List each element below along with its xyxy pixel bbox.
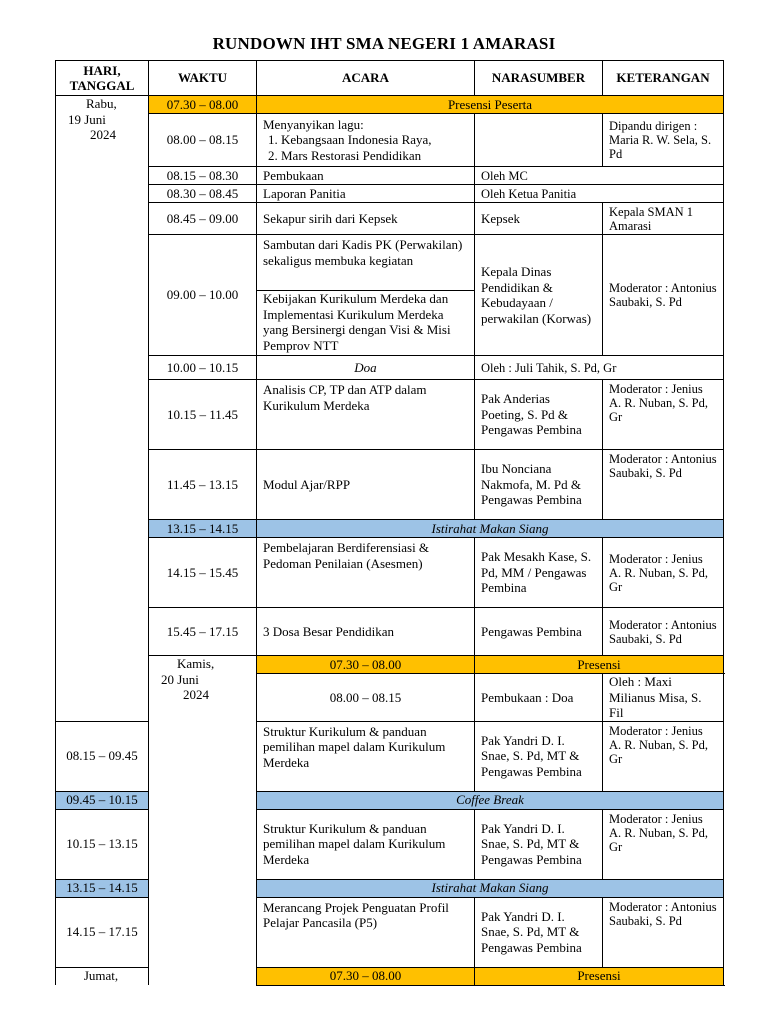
day-cell-3 [56,967,149,985]
speaker-cell: Oleh : Maxi Milianus Misa, S. Fil [603,674,724,722]
speaker-cell: Pengawas Pembina [475,608,603,656]
table-row [56,203,724,235]
band-label: Presensi [475,967,724,985]
time-cell: 08.30 – 08.45 [149,185,257,203]
day-year: 2024 [90,127,116,142]
time-cell: 11.45 – 13.15 [149,450,257,520]
day-year: 2024 [183,687,209,702]
day-cell-2 [149,656,257,986]
page-title: RUNDOWN IHT SMA NEGERI 1 AMARASI [212,34,556,53]
event-cell: Pembelajaran Berdiferensiasi & Pedoman Penilaian (Asesmen) [257,538,475,608]
speaker-cell: Pak Yandri D. I. Snae, S. Pd, MT & Pengawas Pembina [475,809,603,879]
event-cell: Pembukaan : Doa [475,674,603,722]
header-day: HARI, TANGGAL [56,61,149,96]
note-cell: Moderator : Jenius A. R. Nuban, S. Pd, Gr [603,721,724,791]
note-cell: Kepala SMAN 1 Amarasi [603,203,724,235]
table-row [56,380,724,450]
table-row [56,356,724,380]
band-label: Presensi [475,656,724,674]
event-cell: Struktur Kurikulum & panduan pemilihan mapel dalam Kurikulum Merdeka [257,809,475,879]
speaker-cell: Pak Yandri D. I. Snae, S. Pd, MT & Pengawas Pembina [475,897,603,967]
time-cell: 08.00 – 08.15 [149,114,257,167]
band-label: Istirahat Makan Siang [257,520,724,538]
time-cell: 10.15 – 11.45 [149,380,257,450]
day-date: 19 Juni [68,111,106,127]
time-cell: 10.00 – 10.15 [149,356,257,380]
event-part-a: Sambutan dari Kadis PK (Perwakilan) sekaligus membuka kegiatan [257,237,474,291]
note-cell: Moderator : Jenius A. R. Nuban, S. Pd, Gr [603,809,724,879]
event-cell: Pembukaan [257,167,475,185]
event-cell: Doa [257,356,475,380]
event-part-b: Kebijakan Kurikulum Merdeka dan Implementasi Kurikulum Merdeka yang Bersinergi dengan Visi & Misi Pemprov NTT [263,291,451,353]
note-cell: Dipandu dirigen : Maria R. W. Sela, S. Pd [603,114,724,167]
speaker-cell: Kepsek [475,203,603,235]
event-intro: Menyanyikan lagu: [263,116,364,132]
table-row [56,520,724,538]
event-cell: Sekapur sirih dari Kepsek [257,203,475,235]
time-cell: 08.15 – 09.45 [56,721,149,791]
time-cell: 07.30 – 08.00 [257,656,475,674]
speaker-cell: Pak Yandri D. I. Snae, S. Pd, MT & Pengawas Pembina [475,721,603,791]
speaker-cell: Kepala Dinas Pendidikan & Kebudayaan / perwakilan (Korwas) [475,235,603,356]
speaker-cell: Oleh Ketua Panitia [475,185,724,203]
speaker-cell: Oleh MC [475,167,724,185]
note-cell: Moderator : Antonius Saubaki, S. Pd [603,608,724,656]
table-row [56,114,724,167]
table-row [56,608,724,656]
time-cell: 08.45 – 09.00 [149,203,257,235]
speaker-cell: Pak Mesakh Kase, S. Pd, MM / Pengawas Pembina [475,538,603,608]
speaker-cell: Oleh : Juli Tahik, S. Pd, Gr [475,356,724,380]
time-cell: 08.15 – 08.30 [149,167,257,185]
band-label: Presensi Peserta [257,96,724,114]
table-row [56,656,724,674]
song-list [263,132,468,163]
header-time: WAKTU [149,61,257,96]
time-cell: 14.15 – 15.45 [149,538,257,608]
event-cell: Struktur Kurikulum & panduan pemilihan mapel dalam Kurikulum Merdeka [257,721,475,791]
event-cell: Analisis CP, TP dan ATP dalam Kurikulum Merdeka [257,380,475,450]
table-header-row [56,61,724,96]
time-cell: 08.00 – 08.15 [257,674,475,722]
table-row [56,235,724,356]
band-label: Coffee Break [257,791,724,809]
event-cell: Merancang Projek Penguatan Profil Pelajar Pancasila (P5) [257,897,475,967]
table-row [56,96,724,114]
note-cell: Moderator : Jenius A. R. Nuban, S. Pd, Gr [603,380,724,450]
event-cell: Modul Ajar/RPP [257,450,475,520]
day-name: Rabu, [86,96,117,111]
event-cell: Laporan Panitia [257,185,475,203]
day-cell-1 [56,96,149,722]
table-row [56,538,724,608]
event-cell [257,235,475,356]
day-name: Jumat, [83,967,119,983]
note-cell: Moderator : Antonius Saubaki, S. Pd [603,235,724,356]
time-cell: 09.00 – 10.00 [149,235,257,356]
time-cell: 07.30 – 08.00 [149,96,257,114]
header-event: ACARA [257,61,475,96]
time-cell: 13.15 – 14.15 [149,520,257,538]
header-speaker: NARASUMBER [475,61,603,96]
table-row [56,450,724,520]
time-cell: 07.30 – 08.00 [257,967,475,985]
event-cell [257,114,475,167]
time-cell: 14.15 – 17.15 [56,897,149,967]
table-row [56,185,724,203]
day-name: Kamis, [177,656,215,671]
time-cell: 15.45 – 17.15 [149,608,257,656]
list-item: 1. Kebangsaan Indonesia Raya, [281,132,468,148]
time-cell: 13.15 – 14.15 [56,879,149,897]
speaker-cell: Pak Anderias Poeting, S. Pd & Pengawas Pembina [475,380,603,450]
speaker-cell [475,114,603,167]
time-cell: 10.15 – 13.15 [56,809,149,879]
band-label: Istirahat Makan Siang [257,879,724,897]
event-cell: 3 Dosa Besar Pendidikan [257,608,475,656]
table-row [56,167,724,185]
time-cell: 09.45 – 10.15 [56,791,149,809]
list-item: 2. Mars Restorasi Pendidikan [281,148,468,164]
note-cell: Moderator : Jenius A. R. Nuban, S. Pd, Gr [603,538,724,608]
speaker-cell: Ibu Nonciana Nakmofa, M. Pd & Pengawas Pembina [475,450,603,520]
day-date: 20 Juni [161,671,199,687]
note-cell: Moderator : Antonius Saubaki, S. Pd [603,897,724,967]
note-cell: Moderator : Antonius Saubaki, S. Pd [603,450,724,520]
header-note: KETERANGAN [603,61,724,96]
rundown-table [55,60,724,986]
